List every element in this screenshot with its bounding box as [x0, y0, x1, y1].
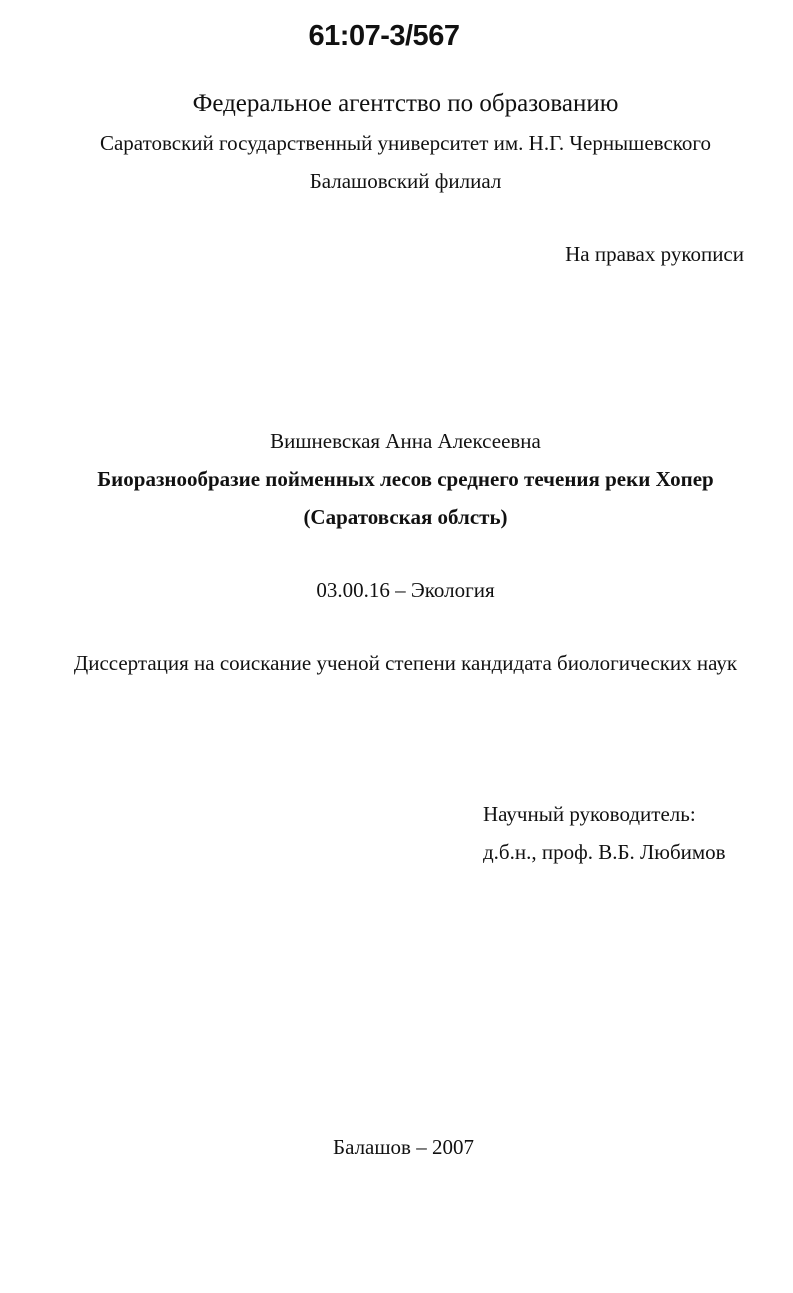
university-name: Саратовский государственный университет им. Н.Г. Чернышевского — [99, 131, 711, 155]
dissertation-title-line-1: Биоразнообразие пойменных лесов среднего течения реки Хопер — [97, 467, 714, 491]
manuscript-note: На правах рукописи — [565, 242, 744, 266]
archive-code: 61:07-3/567 — [308, 20, 460, 52]
city-year: Балашов – 2007 — [333, 1135, 474, 1159]
supervisor-name: д.б.н., проф. В.Б. Любимов — [483, 840, 726, 864]
agency-heading: Федеральное агентство по образованию — [192, 90, 619, 117]
author-name: Вишневская Анна Алексеевна — [270, 429, 541, 453]
branch-name: Балашовский филиал — [309, 169, 502, 193]
dissertation-title-line-2: (Саратовская облсть) — [303, 505, 508, 529]
supervisor-label: Научный руководитель: — [483, 802, 696, 826]
degree-statement: Диссертация на соискание ученой степени кандидата биологических наук — [73, 651, 738, 675]
specialty-code: 03.00.16 – Экология — [316, 578, 495, 602]
